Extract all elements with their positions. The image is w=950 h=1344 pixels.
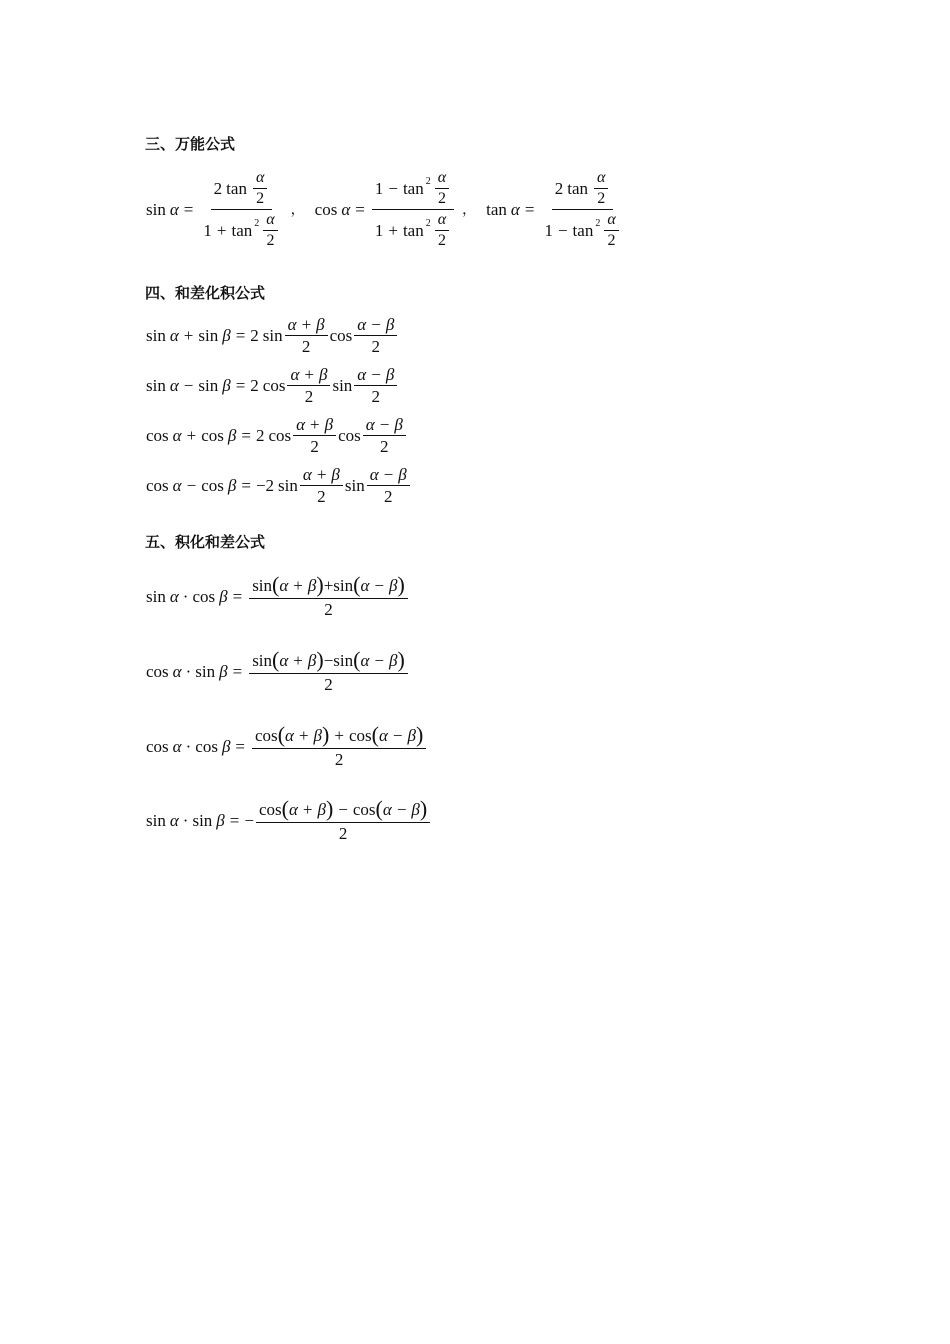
- cos-fn: cos: [314, 200, 338, 219]
- half-alpha-fraction: $\frac{\alpha}{2}$: [435, 212, 449, 249]
- formula-cos-minus-cos: cos α − cos β = −2 sin α + β 2 sin α − β 2: [146, 466, 412, 505]
- formula-sin-times-sin: sin α · sin β = − cos ( α + β ) − cos ( α − β ) 2: [146, 798, 432, 842]
- denominator: 1 − tan 2 $\frac{\alpha}{2}$: [541, 210, 623, 249]
- tan-fn: tan: [486, 200, 507, 219]
- half-alpha-fraction: $\frac{\alpha}{2}$: [263, 212, 277, 249]
- formula-sin-minus-sin: sin α − sin β = 2 cos α + β 2 sin α − β 2: [146, 366, 399, 405]
- half-alpha-fraction: $\frac{\alpha}{2}$: [594, 170, 608, 207]
- universal-formulas-row: sin α = 2 tan $\frac{\alpha}{2}$ 1 + tan 2 $\frac{\alpha}{2}$ ， cos α = 1 − tan 2 $\frac{\alpha}{2}$ 1 + tan 2 $\frac{\alpha}{2}$ ， tan α = 2 tan $\frac{\alpha}{2}$ 1 − tan 2 $\frac{\alpha}{2}$: [146, 170, 626, 249]
- half-alpha-fraction: $\frac{\alpha}{2}$: [253, 170, 267, 207]
- comma-separator: ，: [290, 201, 305, 218]
- numerator: 2 tan $\frac{\alpha}{2}$: [552, 170, 614, 210]
- alpha-var: α: [169, 200, 179, 219]
- half-alpha-fraction: $\frac{\alpha}{2}$: [604, 212, 618, 249]
- numerator: 2 tan $\frac{\alpha}{2}$: [211, 170, 273, 210]
- formula-sin-times-cos: sin α · cos β = sin ( α + β ) + sin ( α − β ) 2: [146, 574, 410, 618]
- formula-cos-plus-cos: cos α + cos β = 2 cos α + β 2 cos α − β 2: [146, 416, 408, 455]
- denominator: 1 + tan 2 $\frac{\alpha}{2}$: [200, 210, 282, 249]
- equals-sign: =: [183, 200, 194, 219]
- sin-fn: sin: [146, 200, 166, 219]
- section-heading-sum-to-product: 四、和差化积公式: [145, 284, 266, 302]
- section-heading-product-to-sum: 五、积化和差公式: [145, 533, 266, 551]
- half-alpha-fraction: $\frac{\alpha}{2}$: [435, 170, 449, 207]
- formula-sin-plus-sin: sin α + sin β = 2 sin α + β 2 cos α − β 2: [146, 316, 399, 355]
- fraction: [200, 170, 282, 249]
- numerator: 1 − tan 2 $\frac{\alpha}{2}$: [372, 170, 454, 210]
- fraction: [541, 170, 623, 249]
- formula-cos-times-cos: cos α · cos β = cos ( α + β ) + cos ( α − β ) 2: [146, 724, 428, 768]
- section-heading-universal-formulas: 三、万能公式: [145, 135, 236, 153]
- denominator: 1 + tan 2 $\frac{\alpha}{2}$: [372, 210, 454, 249]
- formula-cos-times-sin: cos α · sin β = sin ( α + β ) − sin ( α − β ) 2: [146, 649, 410, 693]
- fraction: [372, 170, 454, 249]
